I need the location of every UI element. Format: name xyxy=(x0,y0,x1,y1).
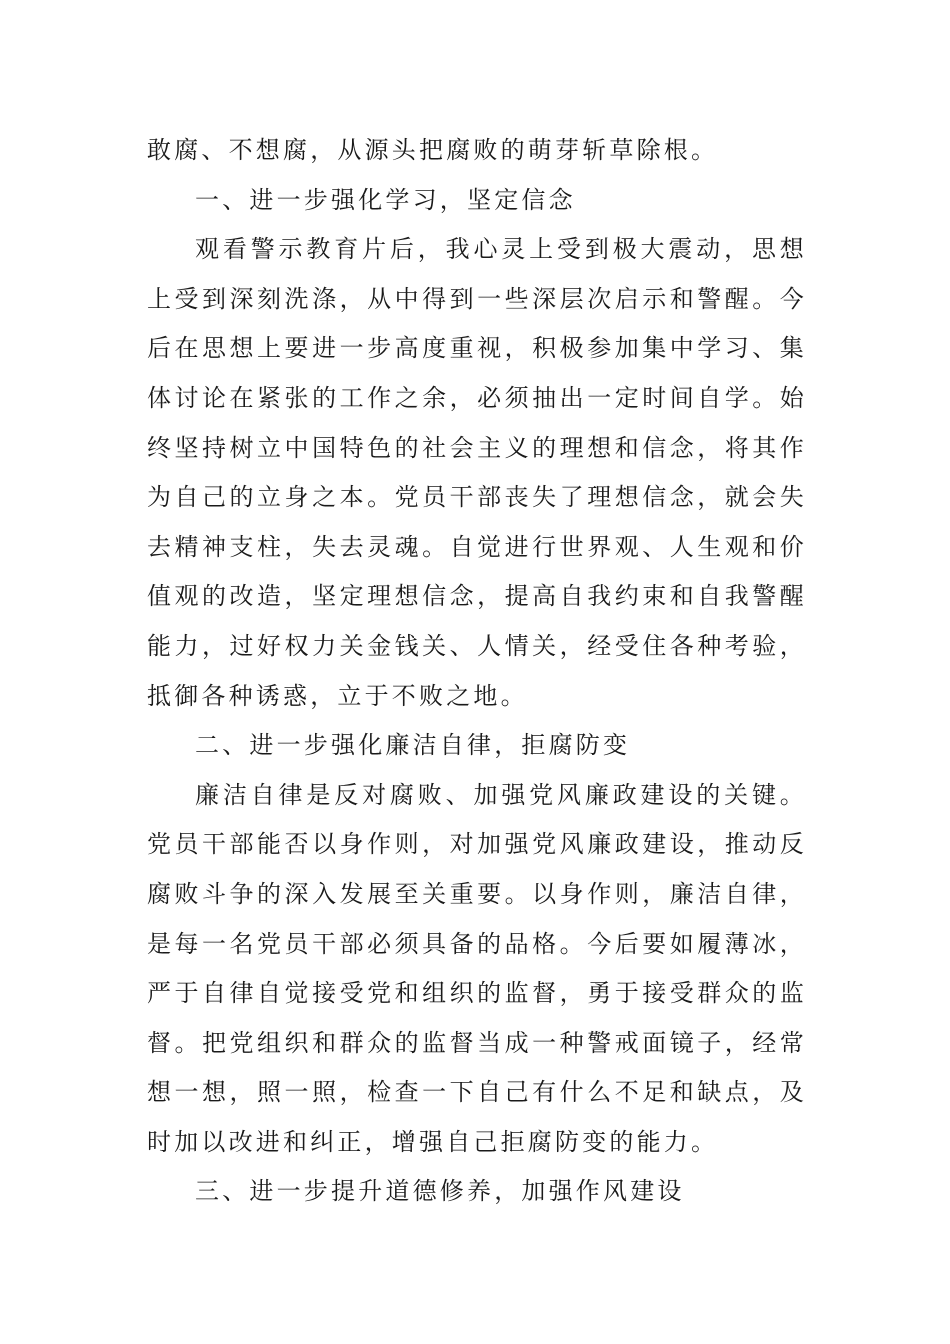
section-heading-3: 三、进一步提升道德修养，加强作风建设 xyxy=(195,1177,685,1206)
section-heading-1: 一、进一步强化学习，坚定信念 xyxy=(195,185,576,214)
section-2-body: 廉洁自律是反对腐败、加强党风廉政建设的关键。党员干部能否以身作则，对加强党风廉政建设，推动反腐败斗争的深入发展至关重要。以身作则，廉洁自律，是每一名党员干部必须具备的品格。今后要如履薄冰，严于自律自觉接受党和组织的监督，勇于接受群众的监督。把党组织和群众的监督当成一种警戒面镜子，经常想一想，照一照，检查一下自己有什么不足和缺点，及时加以改进和纠正，增强自己拒腐防变的能力。 xyxy=(147,780,807,1156)
document-body xyxy=(147,126,807,1217)
section-1-body: 观看警示教育片后，我心灵上受到极大震动，思想上受到深刻洗涤，从中得到一些深层次启示和警醒。今后在思想上要进一步高度重视，积极参加集中学习、集体讨论在紧张的工作之余，必须抽出一定时间自学。始终坚持树立中国特色的社会主义的理想和信念，将其作为自己的立身之本。党员干部丧失了理想信念，就会失去精神支柱，失去灵魂。自觉进行世界观、人生观和价值观的改造，坚定理想信念，提高自我约束和自我警醒能力，过好权力关金钱关、人情关，经受住各种考验，抵御各种诱惑，立于不败之地。 xyxy=(147,235,807,710)
paragraph-continuation: 敢腐、不想腐，从源头把腐败的萌芽斩草除根。 xyxy=(147,136,719,164)
section-heading-2: 二、进一步强化廉洁自律，拒腐防变 xyxy=(195,731,631,760)
